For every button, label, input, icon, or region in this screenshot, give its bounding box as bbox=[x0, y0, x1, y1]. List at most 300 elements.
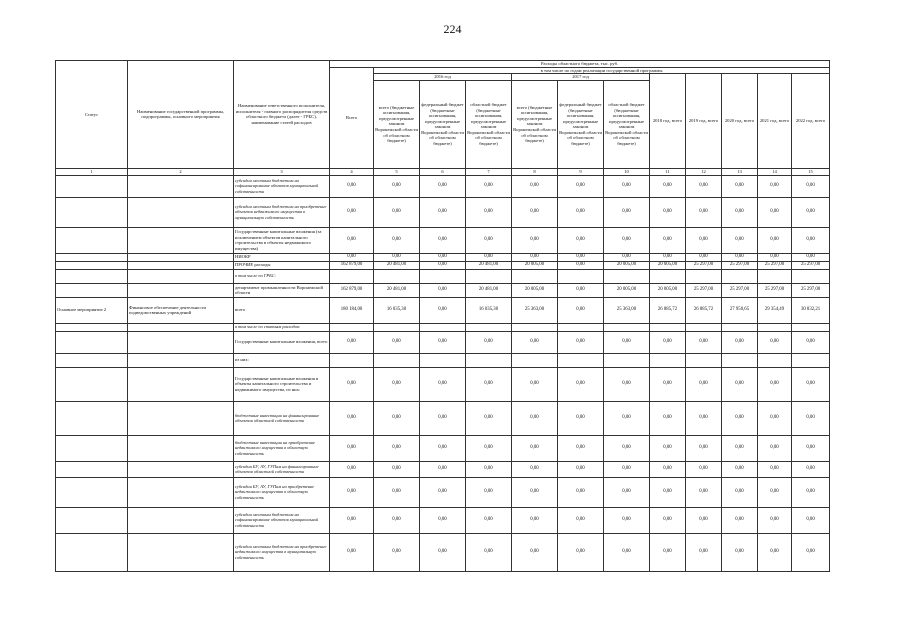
row-value: 0,00 bbox=[686, 477, 722, 507]
row-value: 20 005,00 bbox=[604, 283, 650, 297]
row-status bbox=[56, 435, 128, 461]
row-value: 0,00 bbox=[758, 227, 792, 253]
row-value: 0,00 bbox=[330, 197, 374, 227]
table-row bbox=[56, 175, 830, 197]
row-value bbox=[604, 323, 650, 331]
row-label: субсидии местным бюджетам на софинансирование объектов муниципальной собственности bbox=[234, 507, 330, 533]
row-program bbox=[128, 533, 234, 571]
row-value: 0,00 bbox=[650, 507, 686, 533]
row-value: 0,00 bbox=[722, 507, 758, 533]
row-value bbox=[686, 353, 722, 367]
column-number: 12 bbox=[686, 168, 722, 175]
row-status bbox=[56, 401, 128, 435]
row-program bbox=[128, 367, 234, 401]
row-value bbox=[512, 353, 558, 367]
row-label: в том числе по статьям расходов: bbox=[234, 323, 330, 331]
row-value: 0,00 bbox=[512, 367, 558, 401]
row-value: 20 481,00 bbox=[466, 283, 512, 297]
row-value: 0,00 bbox=[650, 197, 686, 227]
row-value bbox=[686, 269, 722, 283]
row-value: 0,00 bbox=[374, 331, 420, 353]
row-program bbox=[128, 269, 234, 283]
row-value: 0,00 bbox=[650, 253, 686, 261]
row-status bbox=[56, 507, 128, 533]
row-value: 29 354,49 bbox=[758, 297, 792, 323]
row-value: 0,00 bbox=[650, 461, 686, 477]
row-value: 0,00 bbox=[758, 477, 792, 507]
row-value bbox=[758, 269, 792, 283]
row-value: 0,00 bbox=[686, 435, 722, 461]
table-row bbox=[56, 353, 830, 367]
row-value: 0,00 bbox=[420, 477, 466, 507]
row-value: 20 005,00 bbox=[512, 283, 558, 297]
row-value: 0,00 bbox=[758, 401, 792, 435]
row-value: 0,00 bbox=[650, 435, 686, 461]
column-number: 6 bbox=[420, 168, 466, 175]
row-value: 0,00 bbox=[466, 401, 512, 435]
table-row bbox=[56, 269, 830, 283]
row-value: 0,00 bbox=[466, 175, 512, 197]
row-value: 0,00 bbox=[558, 227, 604, 253]
column-number: 13 bbox=[722, 168, 758, 175]
table-body bbox=[56, 175, 830, 571]
table-row bbox=[56, 533, 830, 571]
row-value: 0,00 bbox=[604, 461, 650, 477]
page-number: 224 bbox=[443, 22, 462, 36]
row-value: 0,00 bbox=[604, 197, 650, 227]
row-value: 0,00 bbox=[374, 253, 420, 261]
row-value: 0,00 bbox=[330, 367, 374, 401]
row-value: 0,00 bbox=[758, 367, 792, 401]
row-value: 25 297,00 bbox=[792, 261, 830, 269]
row-value: 0,00 bbox=[558, 367, 604, 401]
row-value: 0,00 bbox=[466, 331, 512, 353]
row-label: Государственные капитальные вложения в объекты капитального строительства и недвижимого имущества, из них: bbox=[234, 367, 330, 401]
row-value: 0,00 bbox=[558, 533, 604, 571]
row-program bbox=[128, 261, 234, 269]
row-value bbox=[374, 323, 420, 331]
row-value: 0,00 bbox=[792, 435, 830, 461]
row-value: 0,00 bbox=[466, 253, 512, 261]
row-value: 20 005,00 bbox=[650, 283, 686, 297]
table-row bbox=[56, 367, 830, 401]
row-value: 0,00 bbox=[330, 401, 374, 435]
row-value: 26 885,72 bbox=[650, 297, 686, 323]
row-label: НИОКР bbox=[234, 253, 330, 261]
row-value: 162 879,00 bbox=[330, 261, 374, 269]
row-program bbox=[128, 461, 234, 477]
row-value: 0,00 bbox=[604, 507, 650, 533]
row-value: 0,00 bbox=[722, 227, 758, 253]
row-value: 0,00 bbox=[330, 175, 374, 197]
header-col10: областной бюджет (бюджетные ассигнования, предусмотренные законом Воронежской области об областном бюджете) bbox=[604, 80, 650, 168]
row-value: 0,00 bbox=[374, 507, 420, 533]
row-value: 0,00 bbox=[650, 401, 686, 435]
row-value: 0,00 bbox=[558, 197, 604, 227]
row-value: 180 184,00 bbox=[330, 297, 374, 323]
row-label: субсидии местным бюджетам на приобретение недвижимого имущества в муниципальную собственность bbox=[234, 533, 330, 571]
row-value bbox=[558, 323, 604, 331]
row-label: всего bbox=[234, 297, 330, 323]
row-value: 0,00 bbox=[792, 227, 830, 253]
row-status bbox=[56, 533, 128, 571]
row-value: 25 297,00 bbox=[686, 261, 722, 269]
row-label: в том числе по ГРБС: bbox=[234, 269, 330, 283]
row-value: 0,00 bbox=[374, 461, 420, 477]
row-status bbox=[56, 197, 128, 227]
row-value: 0,00 bbox=[330, 253, 374, 261]
header-col5: всего (бюджетные ассигнования, предусмотренные законом Воронежской области об областном бюджете) bbox=[374, 80, 420, 168]
row-program bbox=[128, 353, 234, 367]
header-total: Всего bbox=[330, 67, 374, 168]
row-value: 25 297,00 bbox=[722, 261, 758, 269]
row-status bbox=[56, 283, 128, 297]
row-value bbox=[420, 353, 466, 367]
row-status bbox=[56, 353, 128, 367]
table-row bbox=[56, 435, 830, 461]
row-label: субсидии местным бюджетам на софинансирование объектов муниципальной собственности bbox=[234, 175, 330, 197]
row-value: 30 832,21 bbox=[792, 297, 830, 323]
row-value: 0,00 bbox=[686, 253, 722, 261]
header-group-subtitle: в том числе по годам реализации государственной программы bbox=[374, 67, 830, 74]
row-value: 0,00 bbox=[512, 175, 558, 197]
row-value: 0,00 bbox=[512, 477, 558, 507]
row-value: 0,00 bbox=[558, 297, 604, 323]
row-value bbox=[722, 269, 758, 283]
row-value: 0,00 bbox=[604, 435, 650, 461]
row-program bbox=[128, 331, 234, 353]
row-label: субсидии БУ, АУ, ГУПам на приобретение недвижимого имущества в областную собственность bbox=[234, 477, 330, 507]
row-program bbox=[128, 507, 234, 533]
row-value: 25 297,00 bbox=[758, 261, 792, 269]
row-value: 0,00 bbox=[374, 367, 420, 401]
row-value: 25 363,00 bbox=[604, 297, 650, 323]
table-row bbox=[56, 477, 830, 507]
row-value: 20 005,00 bbox=[604, 261, 650, 269]
row-value bbox=[330, 353, 374, 367]
table-row bbox=[56, 197, 830, 227]
row-value: 0,00 bbox=[512, 253, 558, 261]
row-value: 0,00 bbox=[650, 175, 686, 197]
row-value: 0,00 bbox=[512, 435, 558, 461]
row-value: 0,00 bbox=[686, 461, 722, 477]
row-value: 0,00 bbox=[604, 477, 650, 507]
row-value: 0,00 bbox=[330, 435, 374, 461]
row-value: 0,00 bbox=[558, 507, 604, 533]
row-value: 0,00 bbox=[420, 283, 466, 297]
row-value bbox=[604, 269, 650, 283]
row-value: 0,00 bbox=[650, 477, 686, 507]
row-value: 0,00 bbox=[722, 175, 758, 197]
row-value: 0,00 bbox=[650, 367, 686, 401]
header-year-2016: 2016 год bbox=[374, 74, 512, 81]
row-value: 25 297,00 bbox=[722, 283, 758, 297]
table-row bbox=[56, 283, 830, 297]
table-row bbox=[56, 253, 830, 261]
row-value: 0,00 bbox=[420, 197, 466, 227]
row-value: 0,00 bbox=[758, 197, 792, 227]
row-value: 0,00 bbox=[604, 533, 650, 571]
row-value: 0,00 bbox=[758, 461, 792, 477]
column-number-row bbox=[56, 168, 830, 175]
row-value: 0,00 bbox=[758, 175, 792, 197]
row-label: департамент промышленности Воронежской области bbox=[234, 283, 330, 297]
row-value: 16 035,30 bbox=[374, 297, 420, 323]
row-value: 0,00 bbox=[792, 331, 830, 353]
row-value: 0,00 bbox=[650, 533, 686, 571]
column-number: 10 bbox=[604, 168, 650, 175]
row-value: 0,00 bbox=[722, 253, 758, 261]
row-value: 0,00 bbox=[512, 227, 558, 253]
row-value: 0,00 bbox=[512, 507, 558, 533]
row-value bbox=[466, 323, 512, 331]
row-value: 0,00 bbox=[722, 533, 758, 571]
row-value bbox=[558, 269, 604, 283]
row-value: 0,00 bbox=[374, 227, 420, 253]
header-col9: федеральный бюджет (бюджетные ассигнования, предусмотренные законом Воронежской области об областном бюджете) bbox=[558, 80, 604, 168]
row-value bbox=[374, 353, 420, 367]
row-status bbox=[56, 477, 128, 507]
row-value: 0,00 bbox=[604, 227, 650, 253]
header-col8: всего (бюджетные ассигнования, предусмотренные законом Воронежской области об областном бюджете) bbox=[512, 80, 558, 168]
row-value: 0,00 bbox=[722, 477, 758, 507]
table-row bbox=[56, 323, 830, 331]
row-label: Государственные капитальные вложения (за исключением объектов капитального строительства в объекты недвижимого имущества) bbox=[234, 227, 330, 253]
row-program bbox=[128, 283, 234, 297]
row-value: 0,00 bbox=[330, 227, 374, 253]
row-value: 0,00 bbox=[466, 435, 512, 461]
row-value bbox=[792, 269, 830, 283]
row-label: субсидии БУ, АУ, ГУПам на финансирование объектов областной собственности bbox=[234, 461, 330, 477]
row-value: 0,00 bbox=[558, 477, 604, 507]
row-value: 0,00 bbox=[558, 283, 604, 297]
row-value: 0,00 bbox=[330, 331, 374, 353]
row-value: 0,00 bbox=[686, 401, 722, 435]
row-value: 0,00 bbox=[466, 477, 512, 507]
row-value: 0,00 bbox=[558, 253, 604, 261]
row-value: 0,00 bbox=[558, 435, 604, 461]
row-status bbox=[56, 261, 128, 269]
row-value bbox=[558, 353, 604, 367]
row-value: 0,00 bbox=[604, 331, 650, 353]
header-col7: областной бюджет (бюджетные ассигнования, предусмотренные законом Воронежской области об областном бюджете) bbox=[466, 80, 512, 168]
row-value: 25 363,00 bbox=[512, 297, 558, 323]
row-value: 0,00 bbox=[330, 477, 374, 507]
row-value: 0,00 bbox=[420, 297, 466, 323]
row-label: бюджетные инвестиции на финансирование объектов областной собственности bbox=[234, 401, 330, 435]
row-value: 0,00 bbox=[512, 197, 558, 227]
row-value bbox=[792, 323, 830, 331]
row-value bbox=[722, 353, 758, 367]
row-value: 0,00 bbox=[558, 175, 604, 197]
column-number: 9 bbox=[558, 168, 604, 175]
column-number: 15 bbox=[792, 168, 830, 175]
row-value bbox=[512, 323, 558, 331]
column-number: 5 bbox=[374, 168, 420, 175]
row-value bbox=[792, 353, 830, 367]
table-row bbox=[56, 331, 830, 353]
row-value: 0,00 bbox=[466, 461, 512, 477]
row-value bbox=[420, 323, 466, 331]
header-col6: федеральный бюджет (бюджетные ассигнования, предусмотренные законом Воронежской области об областном бюджете) bbox=[420, 80, 466, 168]
row-value: 0,00 bbox=[420, 461, 466, 477]
row-value: 0,00 bbox=[330, 507, 374, 533]
row-value: 25 297,00 bbox=[758, 283, 792, 297]
column-number: 2 bbox=[128, 168, 234, 175]
header-col14: 2021 год, всего bbox=[758, 74, 792, 169]
row-value bbox=[604, 353, 650, 367]
row-value: 0,00 bbox=[686, 175, 722, 197]
row-status: Основное мероприятие 2 bbox=[56, 297, 128, 323]
row-value: 0,00 bbox=[466, 507, 512, 533]
row-value: 0,00 bbox=[722, 461, 758, 477]
row-value: 0,00 bbox=[650, 227, 686, 253]
row-value: 0,00 bbox=[758, 533, 792, 571]
row-value bbox=[374, 269, 420, 283]
header-col11: 2018 год, всего bbox=[650, 74, 686, 169]
row-value: 27 950,65 bbox=[722, 297, 758, 323]
row-program bbox=[128, 175, 234, 197]
row-value: 0,00 bbox=[686, 197, 722, 227]
row-value bbox=[650, 353, 686, 367]
row-value: 0,00 bbox=[558, 461, 604, 477]
row-label: субсидии местным бюджетам на приобретение объектов недвижимого имущества в муниципальную собственность bbox=[234, 197, 330, 227]
header-status: Статус bbox=[56, 61, 128, 169]
row-status bbox=[56, 461, 128, 477]
header-program: Наименование государственной программы, подпрограммы, основного мероприятия bbox=[128, 61, 234, 169]
row-value: 0,00 bbox=[558, 331, 604, 353]
row-value: 0,00 bbox=[758, 435, 792, 461]
column-number: 7 bbox=[466, 168, 512, 175]
row-label: из них: bbox=[234, 353, 330, 367]
row-value: 0,00 bbox=[466, 533, 512, 571]
row-value: 25 297,00 bbox=[686, 283, 722, 297]
row-value: 0,00 bbox=[374, 197, 420, 227]
row-value: 0,00 bbox=[420, 261, 466, 269]
header-col15: 2022 год, всего bbox=[792, 74, 830, 169]
row-value: 0,00 bbox=[722, 197, 758, 227]
row-value: 20 481,00 bbox=[466, 261, 512, 269]
row-value: 20 005,00 bbox=[650, 261, 686, 269]
row-value: 0,00 bbox=[792, 175, 830, 197]
table-row bbox=[56, 261, 830, 269]
row-value: 0,00 bbox=[512, 461, 558, 477]
row-value: 0,00 bbox=[722, 367, 758, 401]
row-value: 0,00 bbox=[420, 175, 466, 197]
row-label: бюджетные инвестиции на приобретение недвижимого имущества в областную собственность bbox=[234, 435, 330, 461]
row-value: 0,00 bbox=[512, 331, 558, 353]
row-label: Государственные капитальные вложения, всего bbox=[234, 331, 330, 353]
row-value: 16 035,30 bbox=[466, 297, 512, 323]
row-value: 0,00 bbox=[466, 367, 512, 401]
row-value: 0,00 bbox=[466, 197, 512, 227]
row-value: 0,00 bbox=[374, 175, 420, 197]
row-value: 0,00 bbox=[512, 533, 558, 571]
row-value: 0,00 bbox=[792, 533, 830, 571]
row-value: 0,00 bbox=[420, 401, 466, 435]
row-status bbox=[56, 323, 128, 331]
row-value: 0,00 bbox=[420, 533, 466, 571]
row-value: 0,00 bbox=[374, 477, 420, 507]
row-value: 0,00 bbox=[792, 461, 830, 477]
row-value: 0,00 bbox=[650, 331, 686, 353]
row-value: 0,00 bbox=[604, 175, 650, 197]
row-value bbox=[758, 353, 792, 367]
row-value: 0,00 bbox=[374, 401, 420, 435]
row-value: 0,00 bbox=[792, 367, 830, 401]
row-value: 0,00 bbox=[792, 507, 830, 533]
column-number: 1 bbox=[56, 168, 128, 175]
budget-table bbox=[55, 60, 830, 572]
row-value bbox=[330, 269, 374, 283]
row-program: Финансовое обеспечение деятельности подведомственных учреждений bbox=[128, 297, 234, 323]
row-label: ПРОЧИЕ расходы bbox=[234, 261, 330, 269]
header-executor: Наименование ответственного исполнителя, исполнителя - главного распорядителя средств областного бюджета (далее - ГРБС), наименование статей расходов bbox=[234, 61, 330, 169]
row-value: 0,00 bbox=[420, 331, 466, 353]
row-value: 20 481,00 bbox=[374, 283, 420, 297]
table-row bbox=[56, 507, 830, 533]
row-value bbox=[512, 269, 558, 283]
row-status bbox=[56, 367, 128, 401]
row-value: 0,00 bbox=[722, 401, 758, 435]
row-value: 0,00 bbox=[792, 401, 830, 435]
row-status bbox=[56, 331, 128, 353]
row-program bbox=[128, 323, 234, 331]
row-value: 0,00 bbox=[604, 367, 650, 401]
header-col12: 2019 год, всего bbox=[686, 74, 722, 169]
row-program bbox=[128, 227, 234, 253]
row-value bbox=[650, 323, 686, 331]
row-value bbox=[420, 269, 466, 283]
row-status bbox=[56, 227, 128, 253]
row-value: 0,00 bbox=[604, 253, 650, 261]
row-status bbox=[56, 253, 128, 261]
row-status bbox=[56, 175, 128, 197]
row-value: 0,00 bbox=[420, 435, 466, 461]
row-value: 20 481,00 bbox=[374, 261, 420, 269]
row-value: 0,00 bbox=[558, 401, 604, 435]
row-value bbox=[650, 269, 686, 283]
row-status bbox=[56, 269, 128, 283]
row-value: 0,00 bbox=[558, 261, 604, 269]
row-value: 0,00 bbox=[722, 331, 758, 353]
row-value: 0,00 bbox=[604, 401, 650, 435]
row-value: 0,00 bbox=[686, 331, 722, 353]
row-value: 0,00 bbox=[420, 367, 466, 401]
row-value: 0,00 bbox=[686, 227, 722, 253]
row-value bbox=[466, 353, 512, 367]
column-number: 8 bbox=[512, 168, 558, 175]
row-value bbox=[686, 323, 722, 331]
column-number: 3 bbox=[234, 168, 330, 175]
row-value: 0,00 bbox=[758, 253, 792, 261]
row-value: 20 005,00 bbox=[512, 261, 558, 269]
row-value bbox=[722, 323, 758, 331]
row-value: 0,00 bbox=[466, 227, 512, 253]
row-value: 0,00 bbox=[420, 507, 466, 533]
row-value: 0,00 bbox=[330, 533, 374, 571]
row-value: 0,00 bbox=[420, 253, 466, 261]
table-row bbox=[56, 461, 830, 477]
column-number: 11 bbox=[650, 168, 686, 175]
row-program bbox=[128, 197, 234, 227]
row-value: 0,00 bbox=[792, 477, 830, 507]
row-value: 0,00 bbox=[420, 227, 466, 253]
header-col13: 2020 год, всего bbox=[722, 74, 758, 169]
header-year-2017: 2017 год bbox=[512, 74, 650, 81]
row-value: 0,00 bbox=[686, 507, 722, 533]
row-value: 0,00 bbox=[792, 253, 830, 261]
